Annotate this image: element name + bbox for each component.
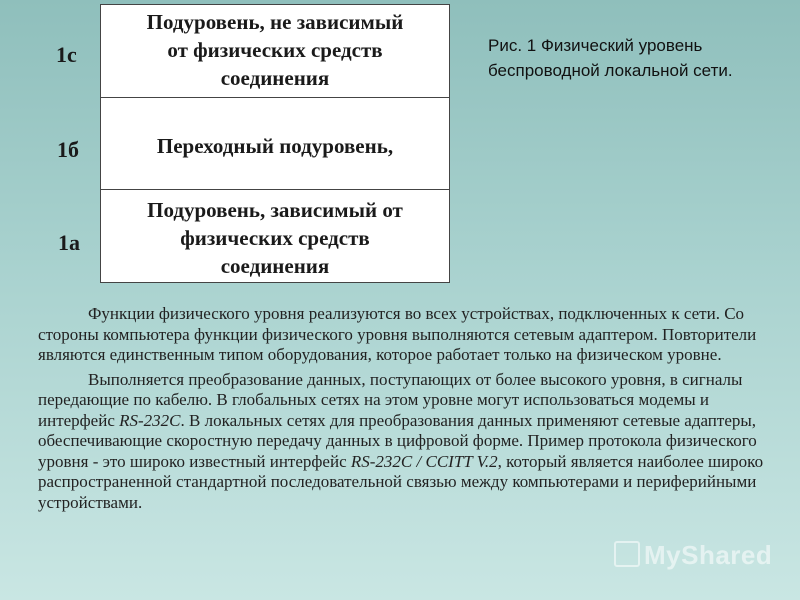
sublayer-box-1b bbox=[101, 98, 449, 190]
level-label-1a: 1а bbox=[58, 230, 80, 255]
sublayer-box-1c bbox=[101, 5, 449, 98]
sublayer-1b-line: Переходный подуровень, bbox=[156, 134, 394, 158]
sublayer-1c-line: Подуровень, не зависимый bbox=[146, 10, 404, 34]
paragraph-2 bbox=[38, 370, 790, 514]
watermark bbox=[614, 540, 772, 571]
sublayer-1a-line: Подуровень, зависимый от bbox=[147, 198, 403, 222]
level-label-1c: 1с bbox=[56, 42, 77, 67]
watermark-text: MyShared bbox=[644, 540, 773, 570]
paragraph-2-text: Выполняется преобразование данных, поступающих от более высокого уровня, в сигналы передающие по кабелю. В глобальных сетях на этом уровне могут использоваться модемы и интерфейс bbox=[38, 369, 743, 430]
sublayer-1c-line: от физических средств bbox=[167, 38, 383, 62]
figure-caption: Рис. 1 Физический уровень беспроводной локальной сети. bbox=[488, 36, 733, 80]
watermark-logo-icon bbox=[614, 541, 640, 567]
interface-name: RS-232C bbox=[119, 410, 181, 430]
sublayer-box-1a bbox=[101, 190, 449, 284]
paragraph-1: Функции физического уровня реализуются во всех устройствах, подключенных к сети. Со стороны компьютера функции физического уровня выполняются сетевым адаптером. Повторители являются единственным типом оборудования, которое работает только на физическом уровне. bbox=[38, 304, 757, 364]
paragraph-2-text: . В локальных сетях для преобразования данных применяют сетевые адаптеры, обеспечивающие скоростную передачу данных в цифровой форме. Пример протокола физического уровня - это широко известный интерфейс bbox=[38, 410, 757, 471]
sublayer-diagram bbox=[100, 4, 450, 283]
interface-name: RS-232C / CCITT V.2 bbox=[350, 451, 498, 471]
sublayer-1a-line: соединения bbox=[220, 254, 330, 278]
level-label-1b: 1б bbox=[57, 137, 79, 162]
sublayer-1a-line: физических средств bbox=[180, 226, 370, 250]
paragraph-2-text: , который является наиболее широко распространенной стандартной последовательной связью между компьютерами и периферийными устройствами. bbox=[38, 451, 764, 512]
body-text bbox=[38, 304, 790, 517]
sublayer-1c-line: соединения bbox=[220, 66, 330, 90]
